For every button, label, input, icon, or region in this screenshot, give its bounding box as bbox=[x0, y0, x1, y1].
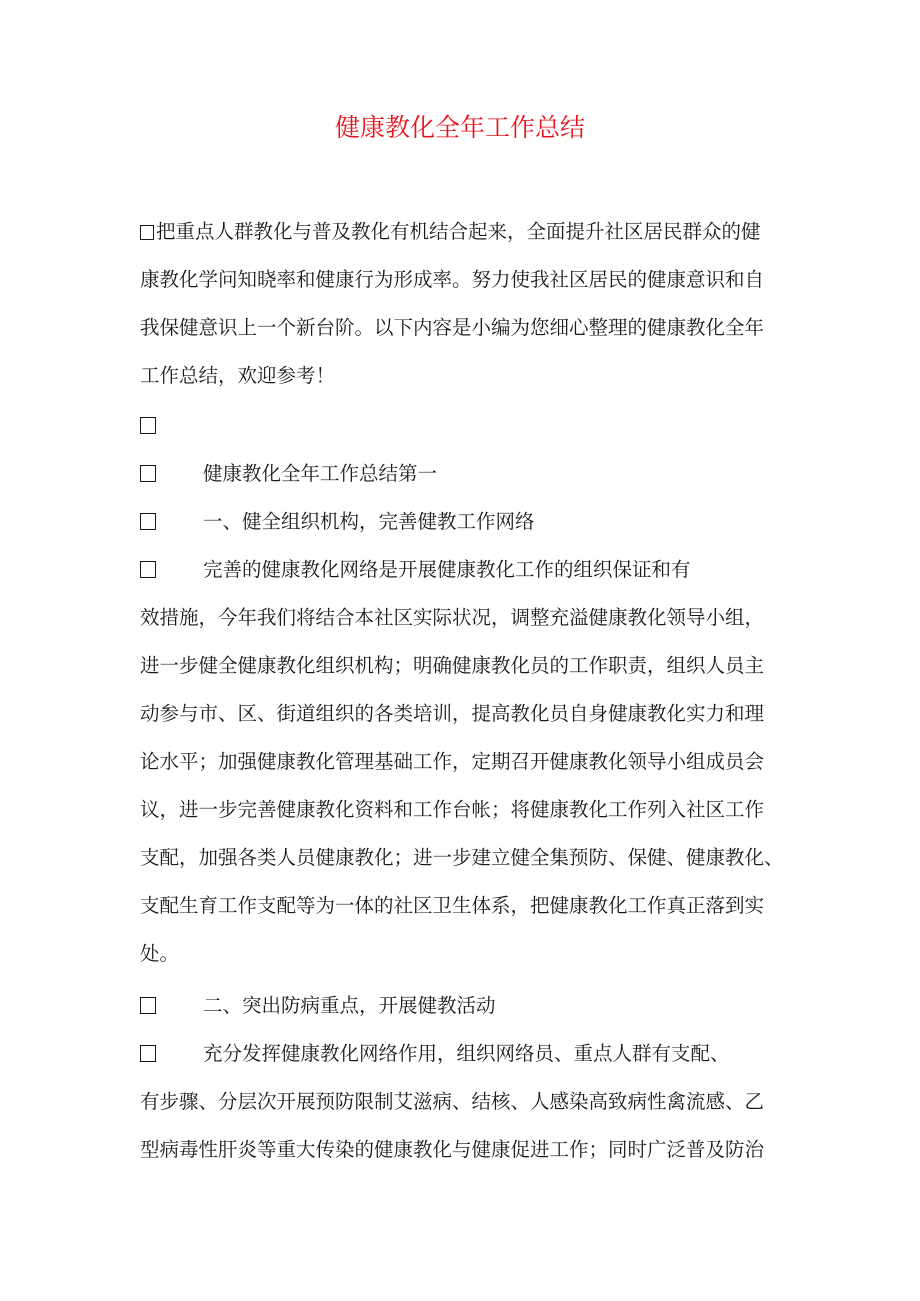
para-one-line-4: 论水平；加强健康教化管理基础工作，定期召开健康教化领导小组成员会 bbox=[140, 750, 765, 773]
heading-two: 二、突出防病重点，开展健教活动 bbox=[203, 994, 496, 1017]
para-one-line-1: 效措施，今年我们将结合本社区实际状况，调整充溢健康教化领导小组， bbox=[140, 606, 765, 629]
para-one-line-3: 动参与市、区、街道组织的各类培训，提高教化员自身健康教化实力和理 bbox=[140, 702, 765, 725]
checkbox-placeholder-icon bbox=[140, 513, 156, 530]
intro-line-1 bbox=[140, 214, 761, 250]
checkbox-placeholder-icon bbox=[140, 1045, 156, 1062]
checkbox-placeholder-icon bbox=[140, 997, 156, 1014]
para-one-line-8: 处。 bbox=[140, 942, 180, 965]
intro-line-4: 工作总结，欢迎参考！ bbox=[140, 364, 336, 387]
checkbox-placeholder-icon bbox=[140, 417, 156, 434]
checkbox-placeholder-icon bbox=[140, 225, 154, 240]
heading-one: 一、健全组织机构，完善健教工作网络 bbox=[203, 510, 535, 533]
section-heading: 健康教化全年工作总结第一 bbox=[203, 462, 438, 485]
checkbox-placeholder-icon bbox=[140, 465, 156, 482]
para-one-line-5: 议，进一步完善健康教化资料和工作台帐；将健康教化工作列入社区工作 bbox=[140, 798, 765, 821]
para-one-line-2: 进一步健全健康教化组织机构；明确健康教化员的工作职责，组织人员主 bbox=[140, 654, 765, 677]
intro-line-1-text: 把重点人群教化与普及教化有机结合起来，全面提升社区居民群众的健 bbox=[156, 220, 761, 243]
para-two-line-2: 型病毒性肝炎等重大传染的健康教化与健康促进工作；同时广泛普及防治 bbox=[140, 1138, 765, 1161]
intro-line-2: 康教化学问知晓率和健康行为形成率。努力使我社区居民的健康意识和自 bbox=[140, 268, 765, 291]
para-one-line-6: 支配，加强各类人员健康教化；进一步建立健全集预防、保健、健康教化、 bbox=[140, 846, 784, 869]
para-one-first-line: 完善的健康教化网络是开展健康教化工作的组织保证和有 bbox=[203, 558, 691, 581]
para-two-line-1: 有步骤、分层次开展预防限制艾滋病、结核、人感染高致病性禽流感、乙 bbox=[140, 1090, 765, 1113]
intro-line-3: 我保健意识上一个新台阶。以下内容是小编为您细心整理的健康教化全年 bbox=[140, 316, 765, 339]
para-two-first-line: 充分发挥健康教化网络作用，组织网络员、重点人群有支配、 bbox=[203, 1042, 730, 1065]
para-one-line-7: 支配生育工作支配等为一体的社区卫生体系，把健康教化工作真正落到实 bbox=[140, 894, 765, 917]
document-title: 健康教化全年工作总结 bbox=[334, 113, 585, 142]
checkbox-placeholder-icon bbox=[140, 561, 156, 578]
